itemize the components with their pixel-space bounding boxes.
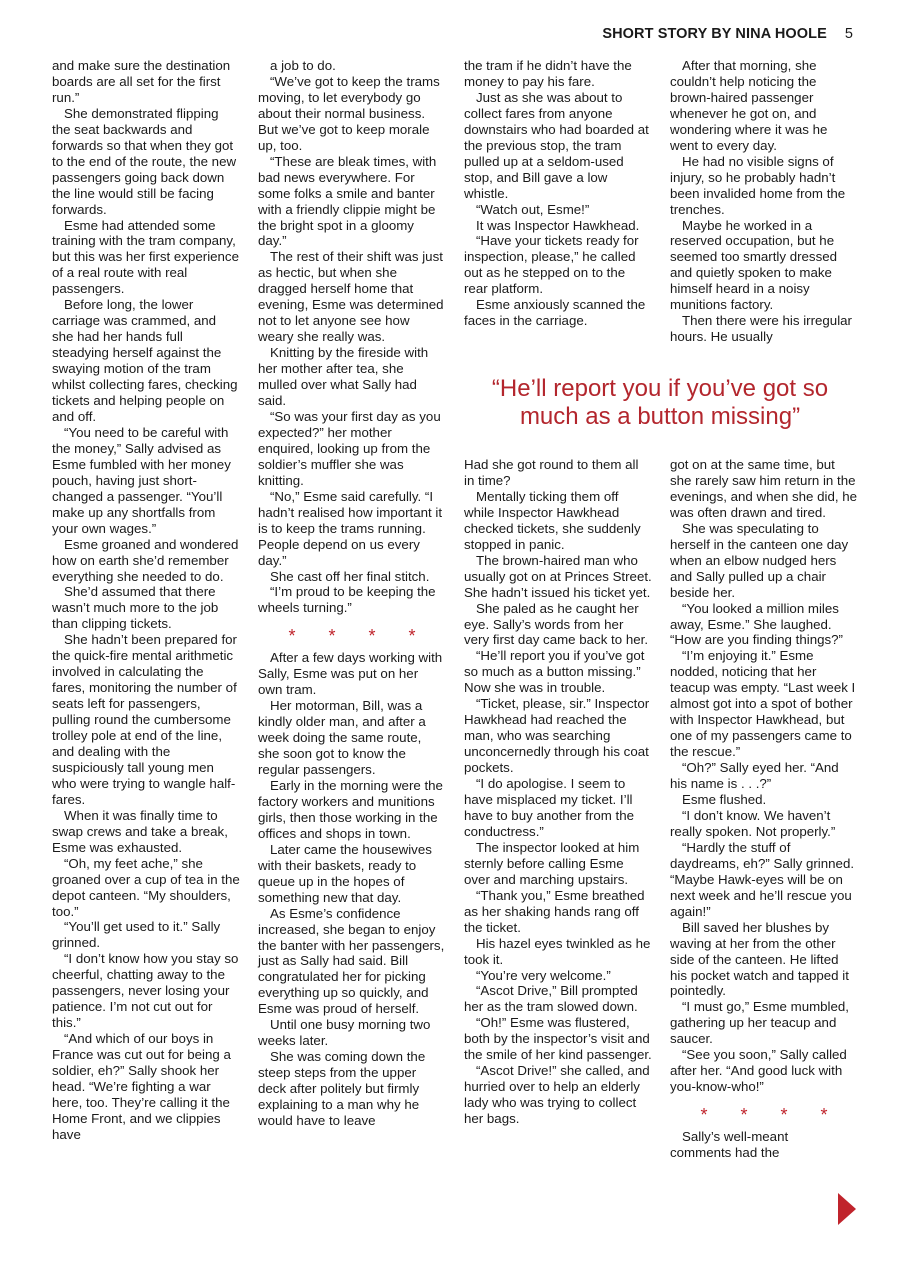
paragraph: got on at the same time, but she rarely saw him return in the evenings, and when she did, he was often drawn and tired. xyxy=(670,457,858,520)
paragraph: She was coming down the steep steps from the upper deck after politely but firmly explaining to a man why he would have to leave xyxy=(258,1049,426,1128)
paragraph: Had she got round to them all in time? xyxy=(464,457,639,488)
paragraph: Esme groaned and wondered how on earth she’d remember everything she needed to do. xyxy=(52,536,239,584)
column-2-part-b xyxy=(258,650,446,1129)
column-1 xyxy=(52,58,240,1143)
paragraph: “Oh, my feet ache,” she groaned over a cup of tea in the depot canteen. “My shoulders, too.” xyxy=(52,855,240,919)
column-4-part-b xyxy=(670,457,858,1095)
paragraph: “No,” Esme said carefully. “I hadn’t realised how important it is to keep the trams running. People depend on us every day.” xyxy=(258,488,443,568)
column-3-top xyxy=(464,58,652,329)
paragraph: She’d assumed that there wasn’t much more to the job than clipping tickets. xyxy=(52,584,219,632)
paragraph: “I’m enjoying it.” Esme nodded, noticing that her teacup was empty. “Last week I almost got into a spot of bother with Inspector Hawkhead, but one of my passengers came to the rescue.” xyxy=(670,648,856,760)
paragraph: the tram if he didn’t have the money to pay his fare. xyxy=(464,58,632,89)
paragraph: When it was finally time to swap crews and take a break, Esme was exhausted. xyxy=(52,807,228,855)
story-byline: SHORT STORY BY NINA HOOLE xyxy=(602,26,827,42)
column-4-part-c xyxy=(670,1129,820,1161)
paragraph: “You looked a million miles away, Esme.” She laughed. “How are you finding things?” xyxy=(670,600,843,648)
paragraph: Just as she was about to collect fares from anyone downstairs who had boarded at the previous stop, the tram pulled up at a seldom-used stop, and Bill gave a low whistle. xyxy=(464,89,649,201)
paragraph: Her motorman, Bill, was a kindly older man, and after a week doing the same route, she soon got to know the regular passengers. xyxy=(258,698,426,778)
paragraph: “He’ll report you if you’ve got so much as a button missing.” Now she was in trouble. xyxy=(464,648,645,696)
paragraph: “Ticket, please, sir.” Inspector Hawkhead had reached the man, who was searching unconcernedly through his coat pockets. xyxy=(464,696,650,776)
paragraph: “Watch out, Esme!” xyxy=(476,201,590,217)
pull-quote: “He’ll report you if you’ve got so much as a button missing” xyxy=(491,375,829,430)
paragraph: “I do apologise. I seem to have misplaced my ticket. I’ll have to buy another from the conductress.” xyxy=(464,776,635,839)
paragraph: “Oh!” Esme was flustered, both by the inspector’s visit and the smile of her kind passenger. xyxy=(464,1015,652,1063)
continue-arrow-icon xyxy=(838,1193,856,1230)
paragraph: Early in the morning were the factory workers and munitions girls, then those working in the offices and shops in town. xyxy=(258,777,443,841)
paragraph: After a few days working with Sally, Esme was put on her own tram. xyxy=(258,650,443,698)
paragraph: The rest of their shift was just as hectic, but when she dragged herself home that evening, Esme was determined not to let anyone see how weary she really was. xyxy=(258,249,444,345)
paragraph: a job to do. xyxy=(270,58,336,73)
paragraph: “And which of our boys in France was cut out for being a soldier, eh?” Sally shook her head. “We’re fighting a war here, too. They’re calling it the Home Front, and we clippies have xyxy=(52,1031,231,1142)
paragraph: It was Inspector Hawkhead. xyxy=(476,217,640,233)
paragraph: Later came the housewives with their baskets, ready to queue up in the hopes of something new that day. xyxy=(258,841,432,905)
paragraph: “Oh?” Sally eyed her. “And his name is . . .?” xyxy=(670,760,839,792)
paragraph: Before long, the lower carriage was crammed, and she had her hands full steadying herself against the swaying motion of the tram whilst collecting fares, checking tickets and helping people on and off. xyxy=(52,297,238,424)
paragraph: “I don’t know. We haven’t really spoken. Not properly.” xyxy=(670,807,836,839)
paragraph: After that morning, she couldn’t help noticing the brown-haired passenger whenever he got on, and wondering where it was he went to every day. xyxy=(670,58,828,153)
paragraph: “You’re very welcome.” xyxy=(476,967,611,983)
page-header xyxy=(602,24,853,44)
paragraph: She demonstrated flipping the seat backwards and forwards so that when they got to the end of the route, the new passengers going back down the line would still be facing forwards. xyxy=(52,105,237,217)
paragraph: “We’ve got to keep the trams moving, to let everybody go about their normal business. But we’ve got to keep morale up, too. xyxy=(258,73,440,153)
page-number: 5 xyxy=(844,26,853,42)
paragraph: The inspector looked at him sternly before calling Esme over and marching upstairs. xyxy=(464,839,640,887)
paragraph: Mentally ticking them off while Inspector Hawkhead checked tickets, she suddenly stopped in panic. xyxy=(464,488,641,552)
paragraph: Esme had attended some training with the tram company, but this was her first experience of a real route with real passengers. xyxy=(52,217,239,297)
paragraph: “I’m proud to be keeping the wheels turning.” xyxy=(258,584,436,616)
paragraph: As Esme’s confidence increased, she began to enjoy the banter with her passengers, just as Sally had said. Bill congratulated her for picking everything up so quickly, and Esme was proud of herself. xyxy=(258,905,445,1017)
paragraph: “Have your tickets ready for inspection, please,” he called out as he stepped on to the rear platform. xyxy=(464,233,639,297)
column-2 xyxy=(258,58,446,1129)
paragraph: “See you soon,” Sally called after her. “And good luck with you-know-who!” xyxy=(670,1047,847,1095)
column-3-bottom xyxy=(464,457,652,1127)
paragraph: She paled as he caught her eye. Sally’s words from her very first day came back to her. xyxy=(464,600,649,648)
paragraph: He had no visible signs of injury, so he probably hadn’t been invalided home from the trenches. xyxy=(670,153,846,217)
paragraph: She was speculating to herself in the canteen one day when an elbow nudged hers and Sally pulled up a chair beside her. xyxy=(670,520,849,600)
paragraph: “I don’t know how you stay so cheerful, chatting away to the passengers, never losing your patience. I’m not cut out for this.” xyxy=(52,951,239,1031)
paragraph: “These are bleak times, with bad news everywhere. For some folks a smile and banter with a friendly clippie might be the bright spot in a gloomy day.” xyxy=(258,153,437,249)
paragraph: “Hardly the stuff of daydreams, eh?” Sally grinned. “Maybe Hawk-eyes will be on next week and he’ll rescue you again!” xyxy=(670,839,855,919)
paragraph: Bill saved her blushes by waving at her from the other side of the canteen. He lifted his pocket watch and tapped it pointedly. xyxy=(670,919,849,999)
column-4-bottom xyxy=(670,457,858,1161)
paragraph: Esme flushed. xyxy=(682,792,767,808)
paragraph: “Ascot Drive!” she called, and hurried over to help an elderly lady who was trying to collect her bags. xyxy=(464,1063,650,1127)
paragraph: “You’ll get used to it.” Sally grinned. xyxy=(52,919,221,951)
paragraph: “You need to be careful with the money,” Sally advised as Esme fumbled with her money pouch, having just short-changed a passenger. “You’ll make up any shortfalls from your own wages.” xyxy=(52,424,231,536)
paragraph: His hazel eyes twinkled as he took it. xyxy=(464,935,651,967)
paragraph: Esme anxiously scanned the faces in the carriage. xyxy=(464,297,646,329)
paragraph: “Thank you,” Esme breathed as her shaking hands rang off the ticket. xyxy=(464,887,645,935)
paragraph: She hadn’t been prepared for the quick-fire mental arithmetic involved in calculating the fares, monitoring the number of seats left for passengers, pulling round the cumbersome trolley pole at end of the line, and dealing with the suspiciously tall young men who were trying to wangle half-fares. xyxy=(52,632,237,807)
paragraph: “So was your first day as you expected?” her mother enquired, looking up from the soldier’s muffler she was knitting. xyxy=(258,408,441,488)
column-4-top xyxy=(670,58,858,345)
section-break-stars-2: * * * * xyxy=(700,1105,842,1126)
paragraph: Maybe he worked in a reserved occupation, but he seemed too smartly dressed and quietly spoken to make himself heard in a noisy munitions factory. xyxy=(670,217,838,313)
paragraph: and make sure the destination boards are all set for the first run.” xyxy=(52,58,231,105)
paragraph: The brown-haired man who usually got on at Princes Street. She hadn’t issued his ticket yet. xyxy=(464,552,652,600)
paragraph: “I must go,” Esme mumbled, gathering up her teacup and saucer. xyxy=(670,999,849,1047)
paragraph: Until one busy morning two weeks later. xyxy=(258,1017,431,1049)
paragraph: Knitting by the fireside with her mother after tea, she mulled over what Sally had said. xyxy=(258,345,429,409)
column-2-part-a xyxy=(258,58,446,616)
section-break-stars: * * * * xyxy=(288,626,430,647)
paragraph: Then there were his irregular hours. He usually xyxy=(670,313,852,345)
paragraph: Sally’s well-meant comments had the xyxy=(670,1129,789,1161)
paragraph: “Ascot Drive,” Bill prompted her as the tram slowed down. xyxy=(464,983,638,1015)
paragraph: She cast off her final stitch. xyxy=(270,568,430,584)
